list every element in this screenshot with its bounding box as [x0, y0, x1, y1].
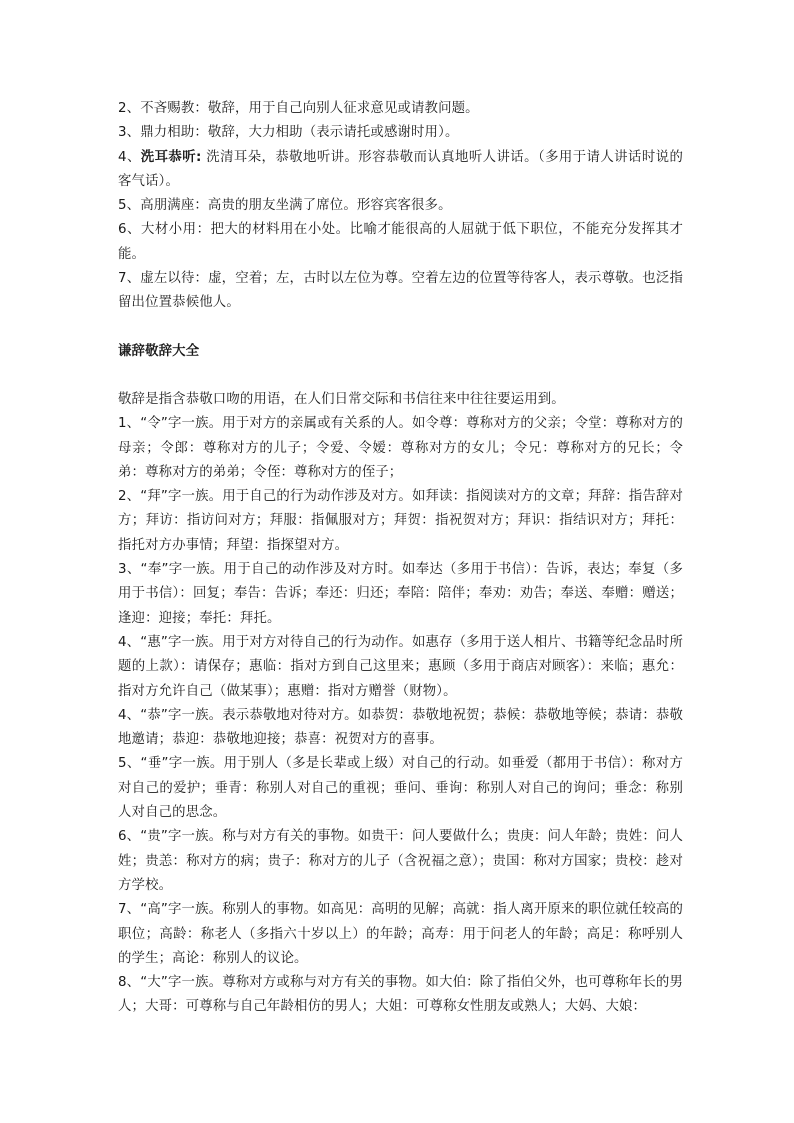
idiom-item: 3、鼎力相助：敬辞，大力相助（表示请托或感谢时用）。 [118, 125, 459, 141]
idiom-number: 4、 [118, 149, 141, 165]
idiom-item: 6、大材小用：把大的材料用在小处。比喻才能很高的人屈就于低下职位，不能充分发挥其才能。 [118, 222, 683, 262]
idiom-term: 洗耳恭听: [140, 149, 202, 165]
intro-paragraph: 敬辞是指含恭敬口吻的用语，在人们日常交际和书信往来中往往要运用到。 [118, 391, 565, 407]
word-group-item: 5、“垂”字一族。用于别人（多是长辈或上级）对自己的行动。如垂爱（都用于书信）：称对方对自己的爱护；垂青：称别人对自己的重视；垂问、垂询：称别人对自己的询问；垂念：称别人对自己的思念。 [118, 756, 683, 821]
word-group-item: 2、“拜”字一族。用于自己的行为动作涉及对方。如拜读：指阅读对方的文章；拜辞：指告辞对方；拜访：指访问对方；拜服：指佩服对方；拜贺：指祝贺对方；拜识：指结识对方；拜托：指托对方办事情；拜望：指探望对方。 [118, 489, 683, 553]
word-group-item: 4、“惠”字一族。用于对方对待自己的行为动作。如惠存（多用于送人相片、书籍等纪念品时所题的上款）：请保存；惠临：指对方到自己这里来；惠顾（多用于商店对顾客）：来临；惠允：指对方允许自己（做某事）；惠赠：指对方赠誉（财物）。 [118, 634, 683, 699]
word-group-item: 3、“奉”字一族。用于自己的动作涉及对方时。如奉达（多用于书信）：告诉，表达；奉复（多用于书信）：回复；奉告：告诉；奉还：归还；奉陪：陪伴；奉劝：劝告；奉送、奉赠：赠送；逢迎：迎接；奉托：拜托。 [118, 562, 683, 626]
document-body [118, 97, 683, 1020]
idiom-item: 2、不吝赐教：敬辞，用于自己向别人征求意见或请教问题。 [118, 101, 479, 116]
idiom-item: 7、虚左以待：虚，空着；左，古时以左位为尊。空着左边的位置等待客人，表示尊敬。也泛指留出位置恭候他人。 [118, 271, 683, 311]
word-group-item: 4、“恭”字一族。表示恭敬地对待对方。如恭贺：恭敬地祝贺；恭候：恭敬地等候；恭请：恭敬地邀请；恭迎：恭敬地迎接；恭喜：祝贺对方的喜事。 [118, 707, 683, 748]
idiom-item [118, 146, 683, 195]
section-heading: 谦辞敬辞大全 [118, 343, 200, 359]
word-group-item: 7、“高”字一族。称别人的事物。如高见：高明的见解；高就：指人离开原来的职位就任较高的职位；高龄：称老人（多指六十岁以上）的年龄；高寿：用于问老人的年龄；高足：称呼别人的学生；高论：称别人的议论。 [118, 902, 683, 966]
idiom-item: 5、高朋满座：高贵的朋友坐满了席位。形容宾客很多。 [118, 198, 452, 214]
word-group-item: 1、“令”字一族。用于对方的亲属或有关系的人。如令尊：尊称对方的父亲；令堂：尊称对方的母亲；令郎：尊称对方的儿子；令爱、令嫒：尊称对方的女儿；令兄：尊称对方的兄长；令弟：尊称对方的弟弟；令侄：尊称对方的侄子； [118, 416, 683, 480]
word-group-item: 6、“贵”字一族。称与对方有关的事物。如贵干：问人要做什么；贵庚：问人年龄；贵姓：问人姓；贵恙：称对方的病；贵子：称对方的儿子（含祝福之意）；贵国：称对方国家；贵校：趁对方学校。 [118, 829, 683, 893]
idiom-definition: 洗清耳朵，恭敬地听讲。形容恭敬而认真地听人讲话。（多用于请人讲话时说的客气话）。 [118, 149, 683, 189]
word-group-item: 8、“大”字一族。尊称对方或称与对方有关的事物。如大伯：除了指伯父外，也可尊称年长的男人；大哥：可尊称与自己年龄相仿的男人；大姐：可尊称女性朋友或熟人；大妈、大娘： [118, 975, 683, 1015]
